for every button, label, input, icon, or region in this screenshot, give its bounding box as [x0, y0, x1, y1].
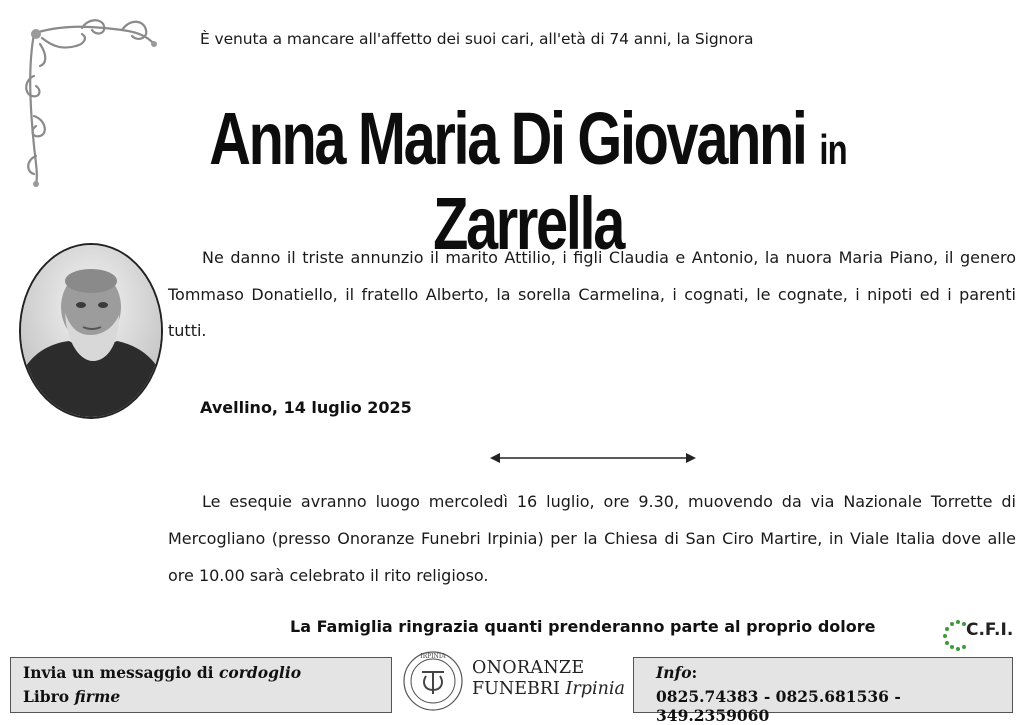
condolence-box[interactable]	[10, 657, 392, 713]
condolence-link[interactable]	[23, 663, 301, 682]
cfi-logo-text: C.F.I.	[966, 620, 1014, 640]
condolence-prefix: Invia un messaggio di	[23, 663, 219, 682]
phone-numbers[interactable]: 0825.74383 - 0825.681536 - 349.2359060	[656, 687, 901, 725]
double-arrow-divider-icon	[488, 450, 698, 466]
info-label-word: Info	[656, 663, 692, 682]
saint-portrait	[19, 243, 163, 419]
info-label	[656, 663, 697, 682]
thanks-text: La Famiglia ringrazia quanti prenderanno parte al proprio dolore	[290, 617, 876, 636]
agency-name-line2	[472, 679, 625, 699]
guestbook-link[interactable]	[23, 687, 120, 706]
intro-text: È venuta a mancare all'affetto dei suoi cari, all'età di 74 anni, la Signora	[200, 30, 754, 48]
agency-name-line1: ONORANZE	[472, 658, 585, 678]
info-box	[633, 657, 1013, 725]
name-main: Anna Maria Di Giovanni	[209, 97, 806, 180]
name-connector: in	[819, 126, 847, 173]
agency-line2-a: FUNEBRI	[472, 679, 566, 699]
agency-emblem-icon	[402, 650, 464, 712]
info-colon: :	[691, 663, 698, 682]
announcement-text: Ne danno il triste annunzio il marito Attilio, i figli Claudia e Antonio, la nuora Maria Piano, il genero Tommaso Donatiello, il fratello Alberto, la sorella Carmelina, i cognati, le cognate, i nipoti ed i parenti tutti.	[168, 248, 1016, 340]
book-word: firme	[74, 687, 121, 706]
name-married: Zarrella	[433, 182, 623, 265]
agency-line2-b: Irpinia	[565, 679, 625, 699]
condolence-word: cordoglio	[218, 663, 302, 682]
emblem-text: IRPINIA	[420, 653, 446, 660]
place-date: Avellino, 14 luglio 2025	[200, 398, 412, 417]
funeral-details-text: Le esequie avranno luogo mercoledì 16 luglio, ore 9.30, muovendo da via Nazionale Torrette di Mercogliano (presso Onoranze Funebri Irpinia) per la Chiesa di San Ciro Martire, in Viale Italia dove alle ore 10.00 sarà celebrato il rito religioso.	[168, 492, 1016, 585]
book-prefix: Libro	[23, 687, 75, 706]
